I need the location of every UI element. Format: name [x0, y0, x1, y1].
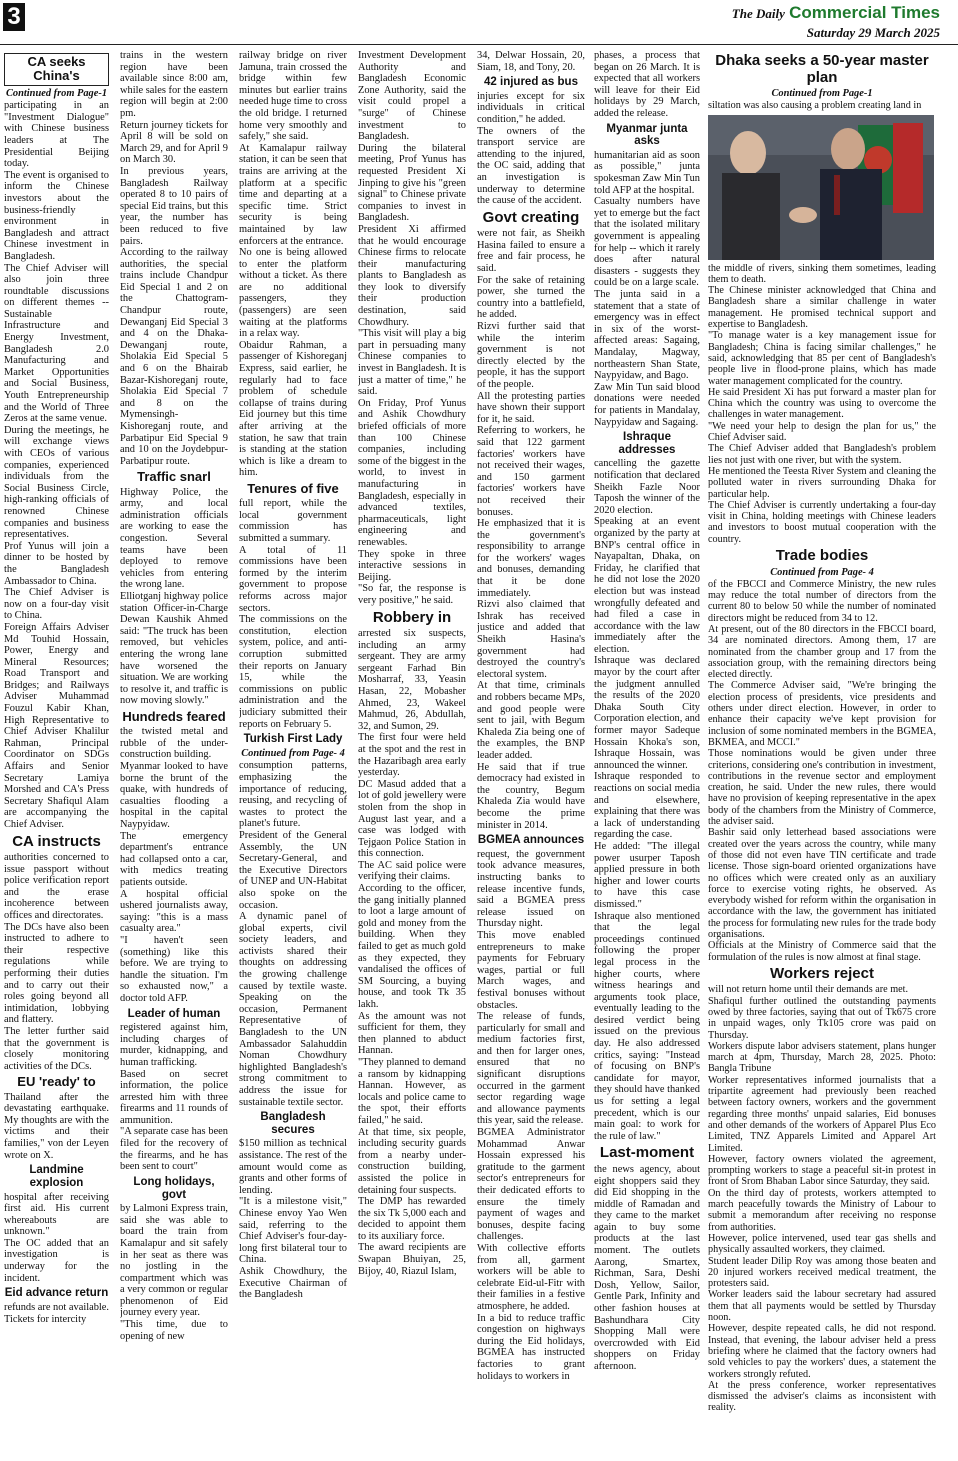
paragraph: were not fair, as Sheikh Hasina failed to ensure a free and fair process, he said. — [477, 228, 585, 275]
paragraph: Worker representatives informed journalists that a tripartite agreement had previously been reached between factory owners, workers and the government regarding three months' unpaid salaries, Eid bonuses and other demands of the workers of Apparel Plus Eco Limited, TNZ Apparels Limited and Apparel Art Limited. — [708, 1074, 936, 1154]
headline-ca-instructs: CA instructs — [12, 832, 101, 850]
paragraph: However, despite repeated calls, he did not respond. Instead, that evening, the labour adviser held a press briefing where he claimed that the factory owners had sold vehicles to pay the workers' dues, a statement the workers strongly refuted. — [708, 1323, 936, 1380]
paragraph: A dynamic panel of global experts, civil society leaders, and activists shared their thoughts on addressing the growing challenge caused by textile waste. Speaking on the occasion, Permanent Representative of Bangladesh to the UN Ambassador Salahuddin Noman Chowdhury highlighted Bangladesh's strong commitment to address the issue for sustainable textile sector. — [239, 911, 347, 1108]
paragraph: Student leader Dilip Roy was among those beaten and 20 injured workers received medical treatment, the protesters said. — [708, 1255, 936, 1290]
paragraph: DC Masud added that a lot of gold jewellery were stolen from the shop in August last year, and a case was lodged with Tejgaon Police Station in this connection. — [358, 778, 466, 860]
paragraph: Obaidur Rahman, a passenger of Kishoreganj Express, said earlier, he regularly had to face problem of schedule collapse of trains during Eid journey but this time after arriving at the station, he saw that train is standing at the station which is like a dream to him. — [239, 339, 347, 479]
continued-label: Continued from Page- 4 — [241, 747, 345, 759]
paragraph: At present, out of the 80 directors in the FBCCI board, 34 are nominated directors. Among them, 17 are nominated from the chamber group and 17 from the association group, with the remaining directors being elected directly. — [708, 624, 936, 681]
paragraph: humanitarian aid as soon as possible," junta spokesman Zaw Min Tun told AFP at the hospital. — [594, 149, 700, 196]
paragraph: At the press conference, worker representatives dismissed the adviser's claims as inconsistent with reality. — [708, 1379, 936, 1414]
paragraph: request, the government took advance measures, instructing banks to release incentive funds, said a BGMEA press release issued on Thursday night. — [477, 848, 585, 930]
headline-myanmar-junta: Myanmar junta asks — [606, 122, 688, 148]
paragraph: Return journey tickets for April 8 will be sold on March 29, and for April 9 on March 30. — [120, 119, 228, 166]
headline-eu-ready: EU 'ready' to — [17, 1074, 96, 1090]
paragraph: $150 million as technical assistance. The rest of the amount would come as grants and other forms of lending. — [239, 1138, 347, 1196]
paragraph: Thailand after the devastating earthquake. My thoughts are with the victims and their families," von der Leyen wrote on X. — [4, 1091, 109, 1161]
paragraph: the twisted metal and rubble of the under-construction building. — [120, 726, 228, 761]
continued-label: Continued from Page- 4 — [770, 566, 874, 578]
paragraph: authorities concerned to issue passport without police verification report and the erase incoherence between offices and directorates. — [4, 852, 109, 922]
paragraph: Myanmar looked to have borne the brunt of the quake, with hundreds of casualties flooding a hospital in the capital Naypyidaw. — [120, 761, 228, 830]
headline-landmine-explosion: Landmine explosion — [29, 1164, 84, 1189]
paragraph: Zaw Min Tun said blood donations were needed for patients in Mandalay, Naypyidaw and Sagaing. — [594, 381, 700, 428]
paragraph: Rizvi also claimed that Ishrak has received justice and added that Sheikh Hasina's government had destroyed the country's electoral system. — [477, 599, 585, 680]
paragraph: The Chief Adviser added that Bangladesh's problem lies not just with one river, but with the system. — [708, 443, 936, 466]
paragraph: In previous years, Bangladesh Railway operated 8 to 10 pairs of special Eid trains, but this year, the number has been reduced to five pairs. — [120, 165, 228, 247]
paragraph: "It is a milestone visit," Chinese envoy Yao Wen said, referring to the Chief Adviser's four-day-long first bilateral tour to China. — [239, 1196, 347, 1266]
headline-hundreds-feared: Hundreds feared — [122, 708, 226, 724]
headline-leader-of-human: Leader of human — [127, 1007, 221, 1020]
paragraph: On Friday, Prof Yunus and Ashik Chowdhury briefed officials of more than 100 Chinese companies, including some of the biggest in the world, to invest in manufacturing in Bangladesh, especially in advanced textiles, pharmaceuticals, light engineering and renewables. — [358, 397, 466, 548]
paragraph: Investment Development Authority and Bangladesh Economic Zone Authority, said the visit could propel a "surge" of Chinese investment to Bangladesh. — [358, 50, 466, 143]
issue-date: Saturday 29 March 2025 — [806, 25, 940, 40]
paragraph: The Chief Adviser is now on a four-day visit to China. — [4, 587, 109, 622]
paragraph: The DCs have also been instructed to adhere to their respective regulations while performing their duties and to carry out their roles going beyond all intimidation, lobbying and flattery. — [4, 921, 109, 1026]
paragraph: During the meetings, he will exchange views with CEOs of various companies, experienced individuals from the Social Business Circle, high-ranking officials of renowned Chinese companies and business representatives. — [4, 424, 109, 541]
paragraph: He said that if true democracy had existed in the country, Begum Khaleda Zia would have become the prime minister in 2014. — [477, 761, 585, 831]
paragraph: On the third day of protests, workers attempted to march peacefully towards the Ministry of Labour to submit a memorandum after receiving no response from authorities. — [708, 1187, 936, 1233]
paragraph: by Lalmoni Express train, said she was able to board the train from Kamalapur and sit safely in her seat as there was no jostling in the compartment which was a very common or regular phenomenon of Eid journey every year. — [120, 1203, 228, 1319]
paragraph: Ishraque was declared mayor by the court after the judgment annulled the results of the 2020 Dhaka South City Corporation election, and former mayor Sadeque Hossain Khoka's son, Ishraque Hossain, was announced the winner. — [594, 655, 700, 771]
paragraph: of the FBCCI and Commerce Ministry, the new rules may reduce the total number of directors from the current 80 to below 50 while the number of nominated directors might be reduced from 34 to 12. — [708, 578, 936, 624]
paragraph: The junta said in a statement that a state of emergency was in effect in six of the worst-affected areas: Sagaing, Mandalay, Magway, northeastern Shan State, Naypyidaw, and Bago. — [594, 288, 700, 382]
paragraph: The emergency department's entrance had collapsed onto a car, with medics treating patients outside. — [120, 830, 228, 888]
headline-workers-reject: Workers reject — [770, 964, 874, 982]
headline-42-injured: 42 injured as bus — [484, 76, 578, 89]
paragraph: The OC added that an investigation is underway for the incident. — [4, 1237, 109, 1284]
paragraph: Workers dispute labor advisers statement, plans hunger march at 4pm, Thursday, March 28, 2025. Photo: Bangla Tribune — [708, 1040, 936, 1075]
paragraph: Casualty numbers have yet to emerge but the fact that the isolated military government is appealing for help -- which it rarely does after natural disasters - suggests they could be on a large scale. — [594, 196, 700, 289]
column-2 — [120, 50, 228, 1458]
page-number: 3 — [3, 3, 25, 31]
headline-ishraque-addresses: Ishraque addresses — [618, 431, 676, 456]
paragraph: President of the General Assembly, the UN Secretary-General, and the Executive Directors of UNEP and UN-Habitat also spoke on the occasion. — [239, 829, 347, 911]
column-3 — [239, 50, 347, 1458]
paragraph: Ashik Chowdhury, the Executive Chairman of the Bangladesh — [239, 1266, 347, 1301]
paragraph: BGMEA Administrator Mohammad Anwar Hossain expressed his gratitude to the garment sector's entrepreneurs for their dedicated efforts to ensure the timely payment of wages and bonuses, despite facing challenges. — [477, 1127, 585, 1243]
continued-label: Continued from Page-1 — [771, 88, 873, 99]
paragraph: "They planned to demand a ransom by kidnapping Hannan. However, as locals and police came to the spot, their efforts failed," he said. — [358, 1056, 466, 1126]
paragraph: Shafiqul further outlined the outstanding payments owed by three factories, saying that out of Tk675 crore in unpaid wages, only Tk105 crore was paid on Thursday. — [708, 995, 936, 1041]
paragraph: A total of 11 commissions have been formed by the interim government to propose reforms across major sectors. — [239, 544, 347, 614]
column-1 — [4, 50, 109, 1458]
paragraph: Tickets for intercity — [4, 1313, 87, 1325]
paragraph: For the sake of retaining power, she turned the country into a battlefield, he added. — [477, 274, 585, 321]
headline-traffic-snarl: Traffic snarl — [137, 469, 211, 485]
headline-trade-bodies: Trade bodies — [775, 547, 869, 565]
paragraph: Officials at the Ministry of Commerce said that the formulation of the rules is now almost at final stage. — [708, 940, 936, 963]
headline-tenures-of-five: Tenures of five — [247, 480, 339, 496]
paragraph: The Chief Adviser is currently undertaking a four-day visit in China, holding meetings with Chinese leaders and investors to boost mutual cooperation with the country. — [708, 499, 936, 545]
paragraph: cancelling the gazette notification that declared Sheikh Fazle Noor Taposh the winner of the 2020 election. — [594, 458, 700, 516]
paragraph: The letter further said that the government is closely monitoring activities of the DCs. — [4, 1026, 109, 1072]
paragraph: siltation was also causing a problem creating land in — [708, 100, 922, 112]
paragraph: Bashir said only letterhead based associations were created over the years across the country, while many of those did not even have TIN certificate and trade license. Those sign-board oriented organizations have no offices which were created only as an auxiliary force to exercise voting rights, he observed. As everybody wished for reform within the organisation in accordance with the law, the government has initiated the process for formulating new rules for the trade body organisations. — [708, 827, 936, 941]
paragraph: phases, a process that began on 26 March. It is expected that all workers will leave for their Eid holidays by 29 March, added the release. — [594, 50, 700, 119]
masthead — [732, 4, 940, 41]
paragraph: Referring to workers, he said that 122 garment factories' workers have not received their wages, and 150 garment factories' workers have not received their bonuses. — [477, 425, 585, 518]
paragraph: The release of funds, particularly for small and medium factories first, and then for larger ones, ensured that no significant disruptions occurred in the garment sector regarding wage and allowance payments this year, said the release. — [477, 1011, 585, 1127]
column-5 — [477, 50, 585, 1458]
paragraph: The award recipients are Swapan Bhuiyan, 25, Bijoy, 40, Riazul Islam, — [358, 1242, 466, 1277]
paragraph: As the amount was not sufficient for them, they then planned to abduct Hannan. — [358, 1010, 466, 1057]
paragraph: No one is being allowed to enter the platform without a ticket. As there are no additional passengers, they (passengers) are seen waiting at the platforms in a relax way. — [239, 247, 347, 340]
headline-dhaka-master-plan: Dhaka seeks a 50-year master plan — [715, 52, 929, 86]
paragraph: The owners of the transport service are attending to the injured, the OC said, adding that an investigation is underway to determine the cause of the accident. — [477, 125, 585, 207]
paragraph: He said President Xi has put forward a master plan for China which the country was using to overcome the challenges in water management. — [708, 386, 936, 421]
column-6 — [594, 50, 700, 1458]
continued-label: Continued from Page-1 — [5, 87, 108, 99]
paragraph: At that time, six people, including security guards from a nearby under-construction building, assisted the police in detaining four suspects. — [358, 1126, 466, 1196]
paragraph: In a bid to reduce traffic congestion on highways during the Eid holidays, BGMEA has instructed factories to grant holidays to workers in — [477, 1312, 585, 1382]
paragraph: He mentioned the Teesta River System and cleaning the polluted water in rivers surrounding Dhaka for particular help. — [708, 465, 936, 500]
paragraph: trains in the western region have been available since 8:00 am, while sales for the eastern region will begin at 2:00 pm. — [120, 50, 228, 119]
paragraph: the news agency, about eight shoppers said they did Eid shopping in the middle of Ramadan and they came to the market again to buy some products at the last moment. The outlets Aarong, Smartex, Richman, Sara, Deshi Dosh, Yellow, Sailor, Gentle Park, Infinity and other fashion houses at Bashundhara City Shopping Mall were overcrowded with Eid shoppers on Friday afternoon. — [594, 1163, 700, 1372]
paragraph: The Chinese minister acknowledged that China and Bangladesh share a similar challenge in water management. He promised technical support and expertise to Bangladesh. — [708, 285, 936, 331]
paragraph: "This time, due to opening of new — [120, 1319, 228, 1342]
headline-eid-advance-return: Eid advance return — [4, 1287, 109, 1300]
paragraph: According to the railway authorities, the special trains include Chandpur Eid Special 1 and 2 on the Chattogram-Chandpur route, Dewanganj Eid Special 3 and 4 on the Dhaka-Dewanganj route, Sholakia Eid Special 5 and 6 on the Bhairab Bazar-Kishoreganj route, Sholakia Eid Special 7 and 8 on the Mymensingh-Kishoreganj route, and Parbatipur Eid Special 9 and 10 on the Joydebpur-Parbatipur route. — [120, 247, 228, 467]
paragraph: The commissions on the constitution, election system, police, and anti-corruption submitted their reports on January 15, while the commissions on public administration and the judiciary submitted their reports on February 5. — [239, 614, 347, 730]
paragraph: The first four were held at the spot and the rest in the Hazaribagh area early yesterday. — [358, 732, 466, 779]
paragraph: full report, while the local government commission has submitted a summary. — [239, 498, 347, 545]
paragraph: "This visit will play a big part in persuading many Chinese companies to invest in Bangladesh. It is just a matter of time," he said. — [358, 328, 466, 398]
paragraph: registered against him, including charges of murder, kidnapping, and human trafficking. — [120, 1022, 228, 1068]
paper-title — [732, 4, 940, 23]
column-7 — [708, 50, 936, 1458]
paragraph: The Chief Adviser will also join three roundtable discussions on different themes -- Sustainable Infrastructure and Energy Investment, Bangladesh 2.0 Manufacturing and Market Opportunities and Social Business, Youth Entrepreneurship and the World of Three Zeros at the same venue. — [4, 262, 109, 425]
paragraph: Worker leaders said the labour secretary had assured them that all payments would be settled by Thursday noon. — [708, 1289, 936, 1324]
paragraph: Rizvi further said that while the interim government is not directly elected by the people, it has the support of the people. — [477, 321, 585, 390]
paragraph: 34, Delwar Hossain, 20, Siam, 18, and Tony, 20. — [477, 50, 585, 73]
paragraph: During the bilateral meeting, Prof Yunus has requested President Xi Jinping to give his "green signal" to Chinese private companies to invest in Bangladesh. — [358, 142, 466, 224]
paragraph: The event is organised to inform the Chinese investors about the business-friendly environment in Bangladesh and attract Chinese investment in Bangladesh. — [4, 169, 109, 262]
headline-turkish-first-lady: Turkish First Lady — [243, 733, 343, 746]
paper-name: Commercial Times — [789, 3, 940, 22]
paragraph: Elliotganj highway police station Officer-in-Charge Dewan Kaushik Ahmed said: "The truck has been removed, but vehicles entering the wrong lane have worsened the situation. We are working to resolve it, and traffic is now moving slowly." — [120, 591, 228, 707]
column-4 — [358, 50, 466, 1458]
paragraph: Ishraque responded to reactions on social media and elsewhere, explaining that there was a lack of understanding regarding the case. — [594, 771, 700, 841]
paragraph: At Kamalapur railway station, it can be seen that trains are arriving at the platform at a specific time and departing at a specific time. Strict security is being maintained by law enforcers at the entrance. — [239, 142, 347, 247]
paragraph: will not return home until their demands are met. — [708, 984, 909, 996]
headline-robbery-in: Robbery in — [372, 608, 452, 626]
headline-bangladesh-secures: Bangladesh secures — [260, 1111, 326, 1136]
paragraph: railway bridge on river Jamuna, train crossed the bridge within few minutes but earlier trains needed huge time to cross the old bridge. I returned home very smoothly and safely," she said. — [239, 50, 347, 143]
paragraph: He added: "The illegal power usurper Taposh applied pressure in both higher and lower courts to have this case dismissed." — [594, 840, 700, 910]
paragraph: They spoke in three interactive sessions in Beijing. — [358, 548, 466, 583]
paragraph: The AC said police were verifying their claims. — [358, 859, 466, 883]
paragraph: This move enabled entrepreneurs to make payments for February wages, partial or full March wages, and festival bonuses without obstacles. — [477, 929, 585, 1011]
paragraph: participating in an "Investment Dialogue" with Chinese business leaders at The Presidential Beijing today. — [4, 100, 109, 170]
handshake-photo-icon — [708, 115, 934, 260]
paragraph: "I haven't seen (something) like this before. We are trying to handle the situation. I'm so exhausted now," a doctor told AFP. — [120, 934, 228, 1004]
paragraph: hospital after receiving first aid. His current whereabouts are unknown." — [4, 1191, 109, 1238]
paragraph: "We need your help to design the plan for us," the Chief Adviser said. — [708, 420, 936, 444]
paper-prefix: The Daily — [731, 6, 785, 21]
paragraph: Foreign Affairs Adviser Md Touhid Hossain, Power, Energy and Mineral Resources; Road Transport and Bridges; and Railways Adviser Muhammad Fouzul Kabir Khan, High Representative to Chief Adviser Khalilur Rahman, Principal Coordinator on SDGs Affairs and Senior Secretary Lamiya Morshed and CA's Press Secretary Shafiqul Alam are accompanying the Chief Adviser. — [4, 621, 109, 830]
paragraph: However, police intervened, used tear gas shells and physically assaulted workers, they claimed. — [708, 1232, 936, 1256]
paragraph: "So far, the response is very positive," he said. — [358, 583, 466, 606]
paragraph: The Commerce Adviser said, "We're bringing the election process of presidents, vice presidents and others under direct election. However, in order to enhance their capacity we've kept provision for inclusion of some nominated members in the BGMEA, BKMEA, and MCCI." — [708, 680, 936, 748]
paragraph: refunds are not available. — [4, 1301, 109, 1313]
paragraph: According to the officer, the gang initially planned to loot a large amount of gold and money from the building. When they failed to get as much gold as they expected, they vandalised the offices of SM Sourcing, a buying house, and took Tk 35 lakh. — [358, 883, 466, 1010]
paragraph: President Xi affirmed that he would encourage Chinese firms to relocate their manufacturing plants to Bangladesh as they look to diversify their production destination, said Chowdhury. — [358, 223, 466, 328]
paragraph: arrested six suspects, including an army sergeant. They are army sergeant Farhad Bin Mosharraf, 33, Yeasin Hasan, 22, Mobasher Ahmed, 23, Wakeel Mahmud, 26, Abdullah, 32, and Sumon, 29. — [358, 628, 466, 732]
header-rule — [0, 44, 958, 45]
headline-long-holidays: Long holidays, govt — [133, 1175, 215, 1201]
paragraph: Ishraque also mentioned that the legal proceedings continued following the proper legal process in the higher courts, where witness hearings and arguments took place, eventually leading to the desired verdict being issued on the previous day. He also addressed critics, saying: "Instead of focusing on BNP's candidate for mayor, they should have thanked us for setting a legal precedent, which is our main goal: to work for the rule of law." — [594, 910, 700, 1142]
paragraph: consumption patterns, emphasizing the importance of reducing, reusing, and recycling of wastes to protect the planet's future. — [239, 760, 347, 830]
news-photo-handshake — [708, 115, 934, 260]
paragraph: Speaking at an event organized by the party at BNP's central office in Nayapaltan, Dhaka, on Friday, he clarified that he did not lose the 2020 election but was instead wrongfully defeated and had filed a case in accordance with the law immediately after the election. — [594, 516, 700, 655]
paragraph: Highway Police, the army, and local administration officials are working to ease the congestion. Several teams have been deployed to remove vehicles from entering the wrong lane. — [120, 486, 228, 591]
paragraph: The DMP has rewarded the six Tk 5,000 each and decided to appoint them to its auxiliary force. — [358, 1196, 466, 1242]
paragraph: injuries except for six individuals in critical condition," he added. — [477, 90, 585, 126]
paragraph: With collective efforts from all, garment workers will be able to celebrate Eid-ul-Fitr with their families in a festive atmosphere, he added. — [477, 1242, 585, 1312]
headline-bgmea-announces: BGMEA announces — [477, 834, 585, 847]
paragraph: A hospital official ushered journalists away, saying: "this is a mass casualty area." — [120, 888, 228, 935]
paragraph: "A separate case has been filed for the recovery of the firearms, and he has been sent to court" — [120, 1126, 228, 1173]
headline-ca-seeks-china: CA seeks China's — [4, 53, 109, 86]
paragraph: All the protesting parties have shown their support for it, he said. — [477, 390, 585, 425]
paragraph: the middle of rivers, sinking them sometimes, leading them to death. — [708, 262, 936, 285]
paragraph: "To manage water is a key management issue for Bangladesh; China is facing similar challenges," he said, acknowledging that 85 per cent of Bangladesh's people live in flood-prone plains, which has made water management complicated for the country. — [708, 330, 936, 387]
paragraph: Those nominations would be given under three criterions, considering one's contribution in investment, contributions in the revenue sector and employment creation, he said. Under the new rules, there would have no provision of keeping representative in the apex body of the chambers from the Ministry of Commerce, the adviser said. — [708, 748, 936, 828]
paragraph: At that time, criminals and robbers became MPs, and good people were sent to jail, with Begum Khaleda Zia being one of the examples, the BNP leader added. — [477, 680, 585, 761]
paragraph: Based on secret information, the police arrested him with three firearms and 11 rounds of ammunition. — [120, 1068, 228, 1126]
headline-last-moment: Last-moment — [599, 1144, 695, 1162]
paragraph: He emphasized that it is the government's responsibility to arrange for the workers' wages and bonuses, demanding that it be done immediately. — [477, 518, 585, 599]
paragraph: However, factory owners violated the agreement, prompting workers to stage a peaceful sit-in protest in front of Srom Bhaban Labor since Saturday, they said. — [708, 1153, 936, 1188]
paragraph: Prof Yunus will join a dinner to be hosted by the Bangladesh Ambassador to China. — [4, 540, 109, 587]
headline-govt-creating: Govt creating — [482, 208, 580, 226]
